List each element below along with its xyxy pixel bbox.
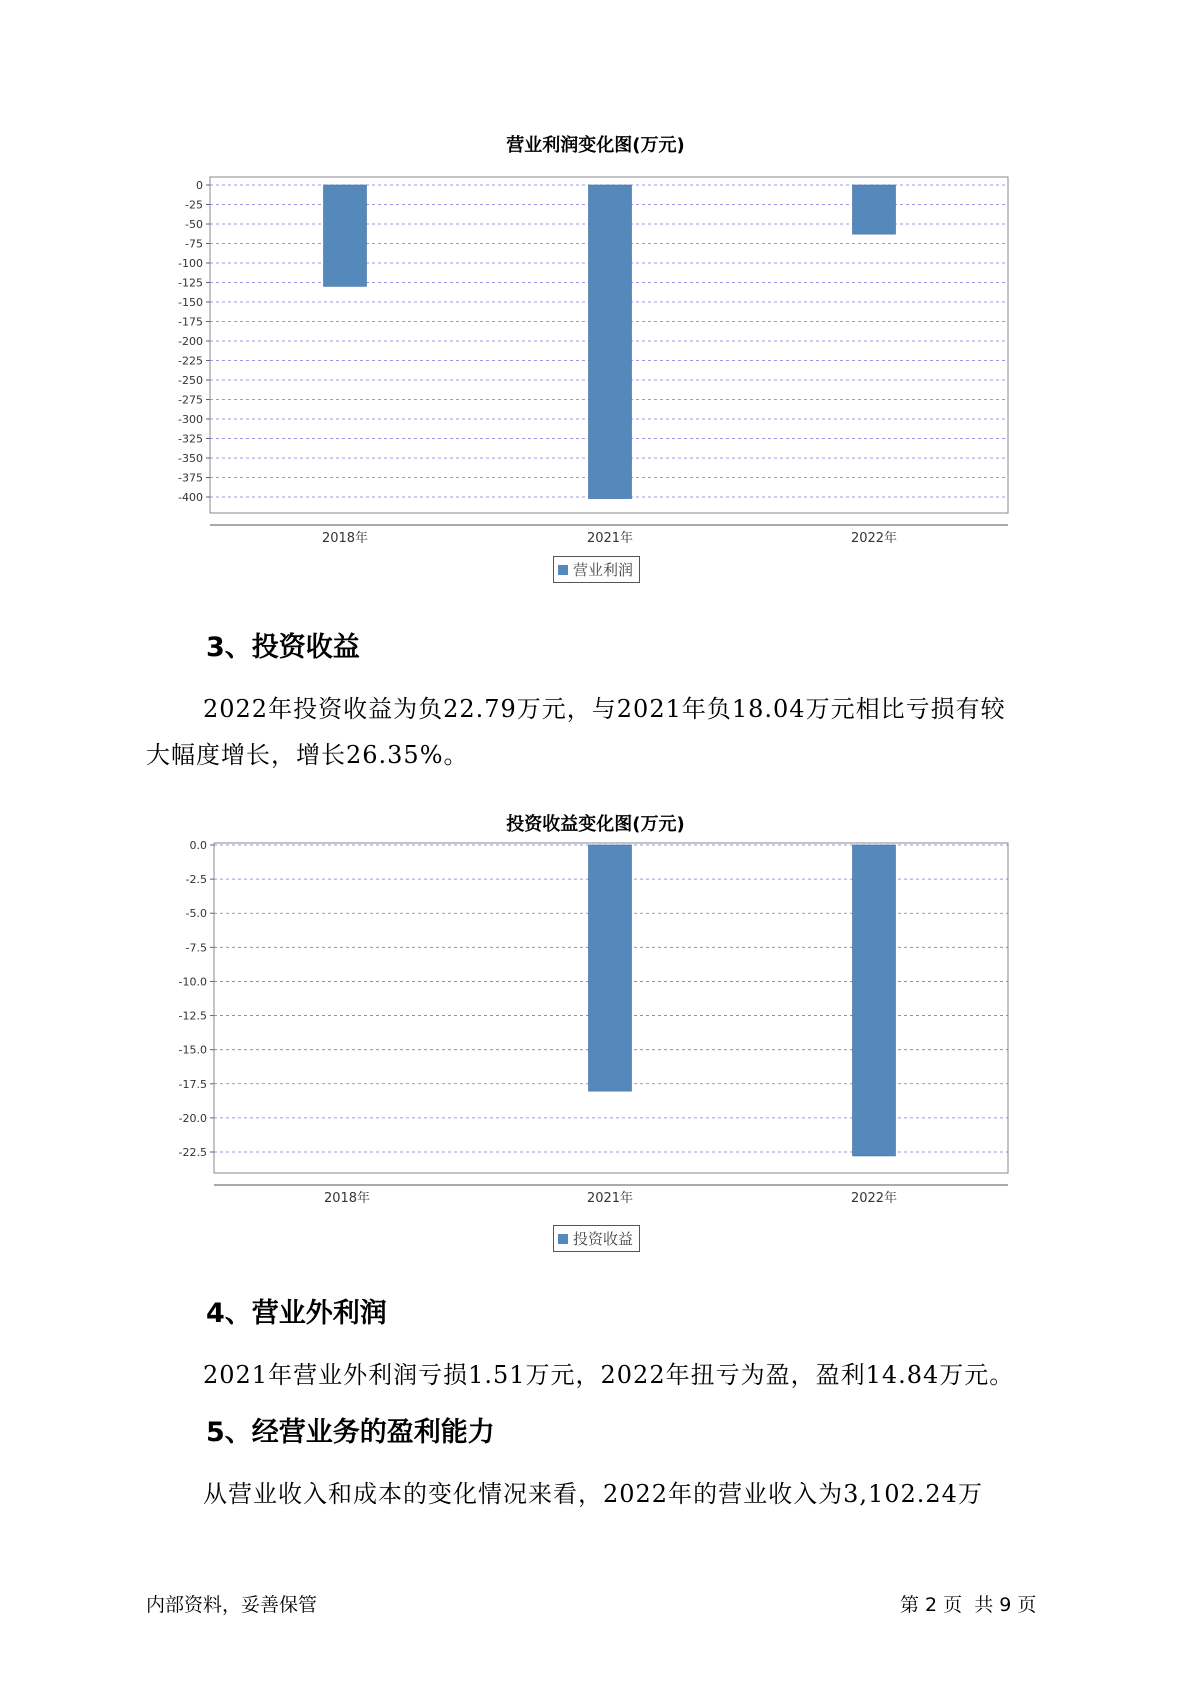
- y-tick-label: -150: [178, 296, 203, 309]
- x-tick-label: 2022年: [850, 1191, 898, 1206]
- y-tick-label: -375: [178, 471, 203, 485]
- y-tick-label: -25: [185, 198, 203, 212]
- y-tick-label: -5.0: [185, 907, 207, 921]
- x-tick-label: 2022年: [850, 531, 898, 546]
- y-tick-label: -225: [178, 354, 203, 368]
- section4-heading: 4、营业外利润: [206, 1298, 387, 1329]
- y-tick-label: -125: [178, 276, 203, 290]
- section3-heading: 3、投资收益: [206, 632, 360, 663]
- y-tick-label: -200: [178, 335, 203, 348]
- x-tick-label: 2021年: [586, 1191, 634, 1206]
- chart2-legend-label: 投资收益: [573, 1230, 634, 1248]
- x-tick-label: 2018年: [321, 531, 369, 546]
- chart1-title: 营业利润变化图(万元): [506, 135, 685, 156]
- section4-para: 2021年营业外利润亏损1.51万元，2022年扭亏为盈，盈利14.84万元。: [203, 1361, 1015, 1389]
- chart1-legend-label: 营业利润: [573, 561, 634, 579]
- y-tick-label: -12.5: [178, 1009, 207, 1023]
- y-tick-label: -10.0: [178, 975, 207, 989]
- section5-heading: 5、经营业务的盈利能力: [206, 1417, 495, 1448]
- y-tick-label: -17.5: [178, 1077, 207, 1091]
- y-tick-label: -350: [178, 452, 203, 465]
- section3-para-line1: 2022年投资收益为负22.79万元，与2021年负18.04万元相比亏损有较: [203, 695, 1006, 723]
- x-tick-label: 2018年: [323, 1191, 371, 1206]
- y-tick-label: -250: [178, 374, 203, 387]
- x-tick-label: 2021年: [586, 531, 634, 546]
- y-tick-label: -175: [178, 315, 203, 329]
- y-tick-label: -400: [178, 491, 203, 504]
- footer-page-number: 第 2 页 共 9 页: [900, 1594, 1037, 1616]
- y-tick-label: 0: [196, 179, 203, 192]
- y-tick-label: -15.0: [178, 1043, 207, 1057]
- bar-2022年: [853, 845, 896, 1156]
- y-tick-label: -300: [178, 413, 203, 426]
- section3-para-line2: 大幅度增长，增长26.35%。: [146, 741, 469, 769]
- footer-confidential: 内部资料，妥善保管: [146, 1594, 318, 1616]
- section5-para: 从营业收入和成本的变化情况来看，2022年的营业收入为3,102.24万: [203, 1480, 983, 1508]
- y-tick-label: -20.0: [178, 1111, 207, 1125]
- chart2-title: 投资收益变化图(万元): [506, 814, 685, 835]
- y-tick-label: -50: [185, 218, 203, 231]
- y-tick-label: -325: [178, 432, 203, 446]
- y-tick-label: -275: [178, 393, 203, 407]
- y-tick-label: -22.5: [178, 1146, 207, 1159]
- y-tick-label: 0.0: [189, 839, 207, 852]
- y-tick-label: -75: [185, 237, 203, 251]
- legend-swatch: [558, 1234, 568, 1244]
- y-tick-label: -100: [178, 257, 203, 270]
- y-tick-label: -7.5: [185, 941, 207, 955]
- y-tick-label: -2.5: [185, 873, 207, 887]
- chart2-legend: [553, 1225, 640, 1252]
- bar-2021年: [589, 845, 632, 1091]
